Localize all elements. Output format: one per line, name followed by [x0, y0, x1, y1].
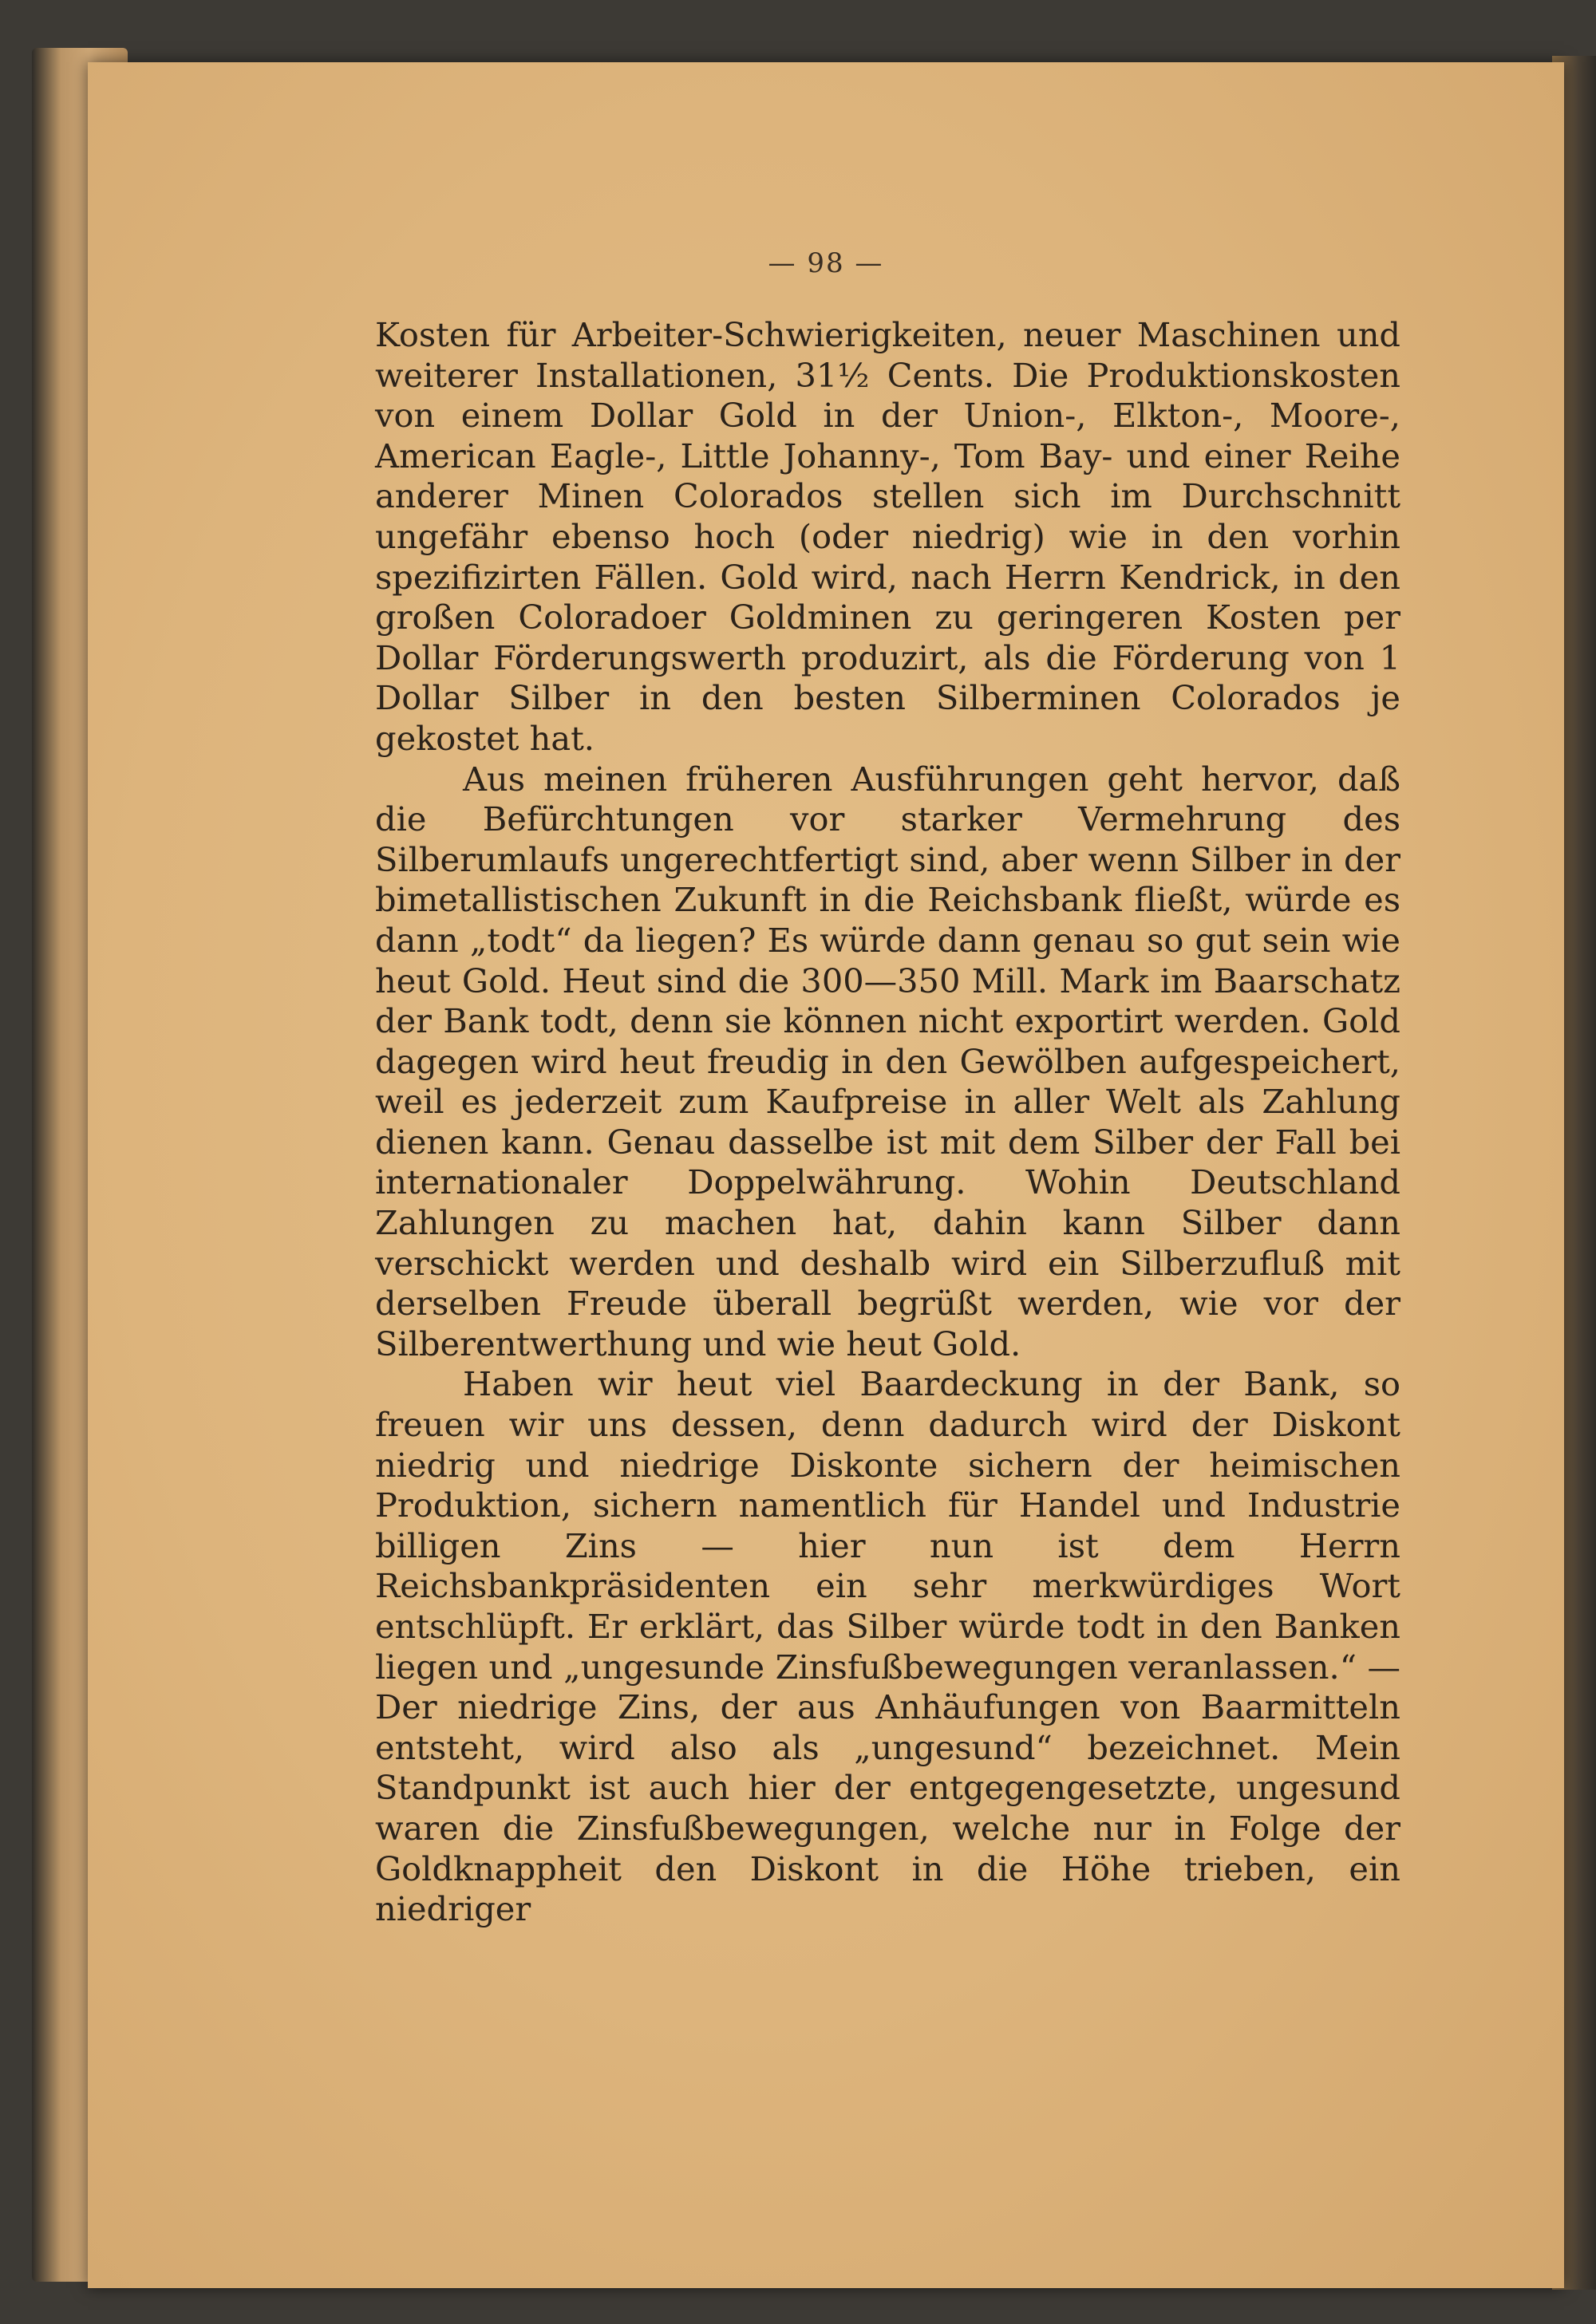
- paragraph-2: Aus meinen früheren Ausführungen geht hervor, daß die Befürchtungen vor starker Vermehrung des Silberumlaufs ungerechtfertigt sind, aber wenn Silber in der bimetallistischen Zukunft in die Reichsbank fließt, würde es dann „todt“ da liegen? Es würde dann genau so gut sein wie heut Gold. Heut sind die 300—350 Mill. Mark im Baarschatz der Bank todt, denn sie können nicht exportirt werden. Gold dagegen wird heut freudig in den Gewölben aufgespeichert, weil es jederzeit zum Kaufpreise in aller Welt als Zahlung dienen kann. Genau dasselbe ist mit dem Silber der Fall bei internationaler Doppelwährung. Wohin Deutschland Zahlungen zu machen hat, dahin kann Silber dann verschickt werden und deshalb wird ein Silberzufluß mit derselben Freude überall begrüßt werden, wie vor der Silberentwerthung und wie heut Gold.: [375, 759, 1400, 1363]
- paragraph-3: Haben wir heut viel Baardeckung in der Bank, so freuen wir uns dessen, denn dadurch wird der Diskont niedrig und niedrige Diskonte sichern der heimischen Produktion, sichern namentlich für Handel und Industrie billigen Zins — hier nun ist dem Herrn Reichsbankpräsidenten ein sehr merkwürdiges Wort entschlüpft. Er erklärt, das Silber würde todt in den Banken liegen und „ungesunde Zinsfußbewegungen veranlassen.“ — Der niedrige Zins, der aus Anhäufungen von Baarmitteln entsteht, wird also als „ungesund“ bezeichnet. Mein Standpunkt ist auch hier der entgegengesetzte, ungesund waren die Zinsfußbewegungen, welche nur in Folge der Goldknappheit den Diskont in die Höhe trieben, ein niedriger: [375, 1364, 1400, 1929]
- paragraph-1: Kosten für Arbeiter-Schwierigkeiten, neuer Maschinen und weiterer Installationen, 31½ Cents. Die Produktionskosten von einem Dollar Gold in der Union-, Elkton-, Moore-, American Eagle-, Little Johanny-, Tom Bay- und einer Reihe anderer Minen Colorados stellen sich im Durchschnitt ungefähr ebenso hoch (oder niedrig) wie in den vorhin spezifizirten Fällen. Gold wird, nach Herrn Kendrick, in den großen Coloradoer Goldminen zu geringeren Kosten per Dollar Förderungswerth produzirt, als die Förderung von 1 Dollar Silber in den besten Silberminen Colorados je gekostet hat.: [375, 315, 1400, 758]
- page-number: — 98 —: [768, 247, 884, 279]
- body-text: [375, 315, 1400, 1930]
